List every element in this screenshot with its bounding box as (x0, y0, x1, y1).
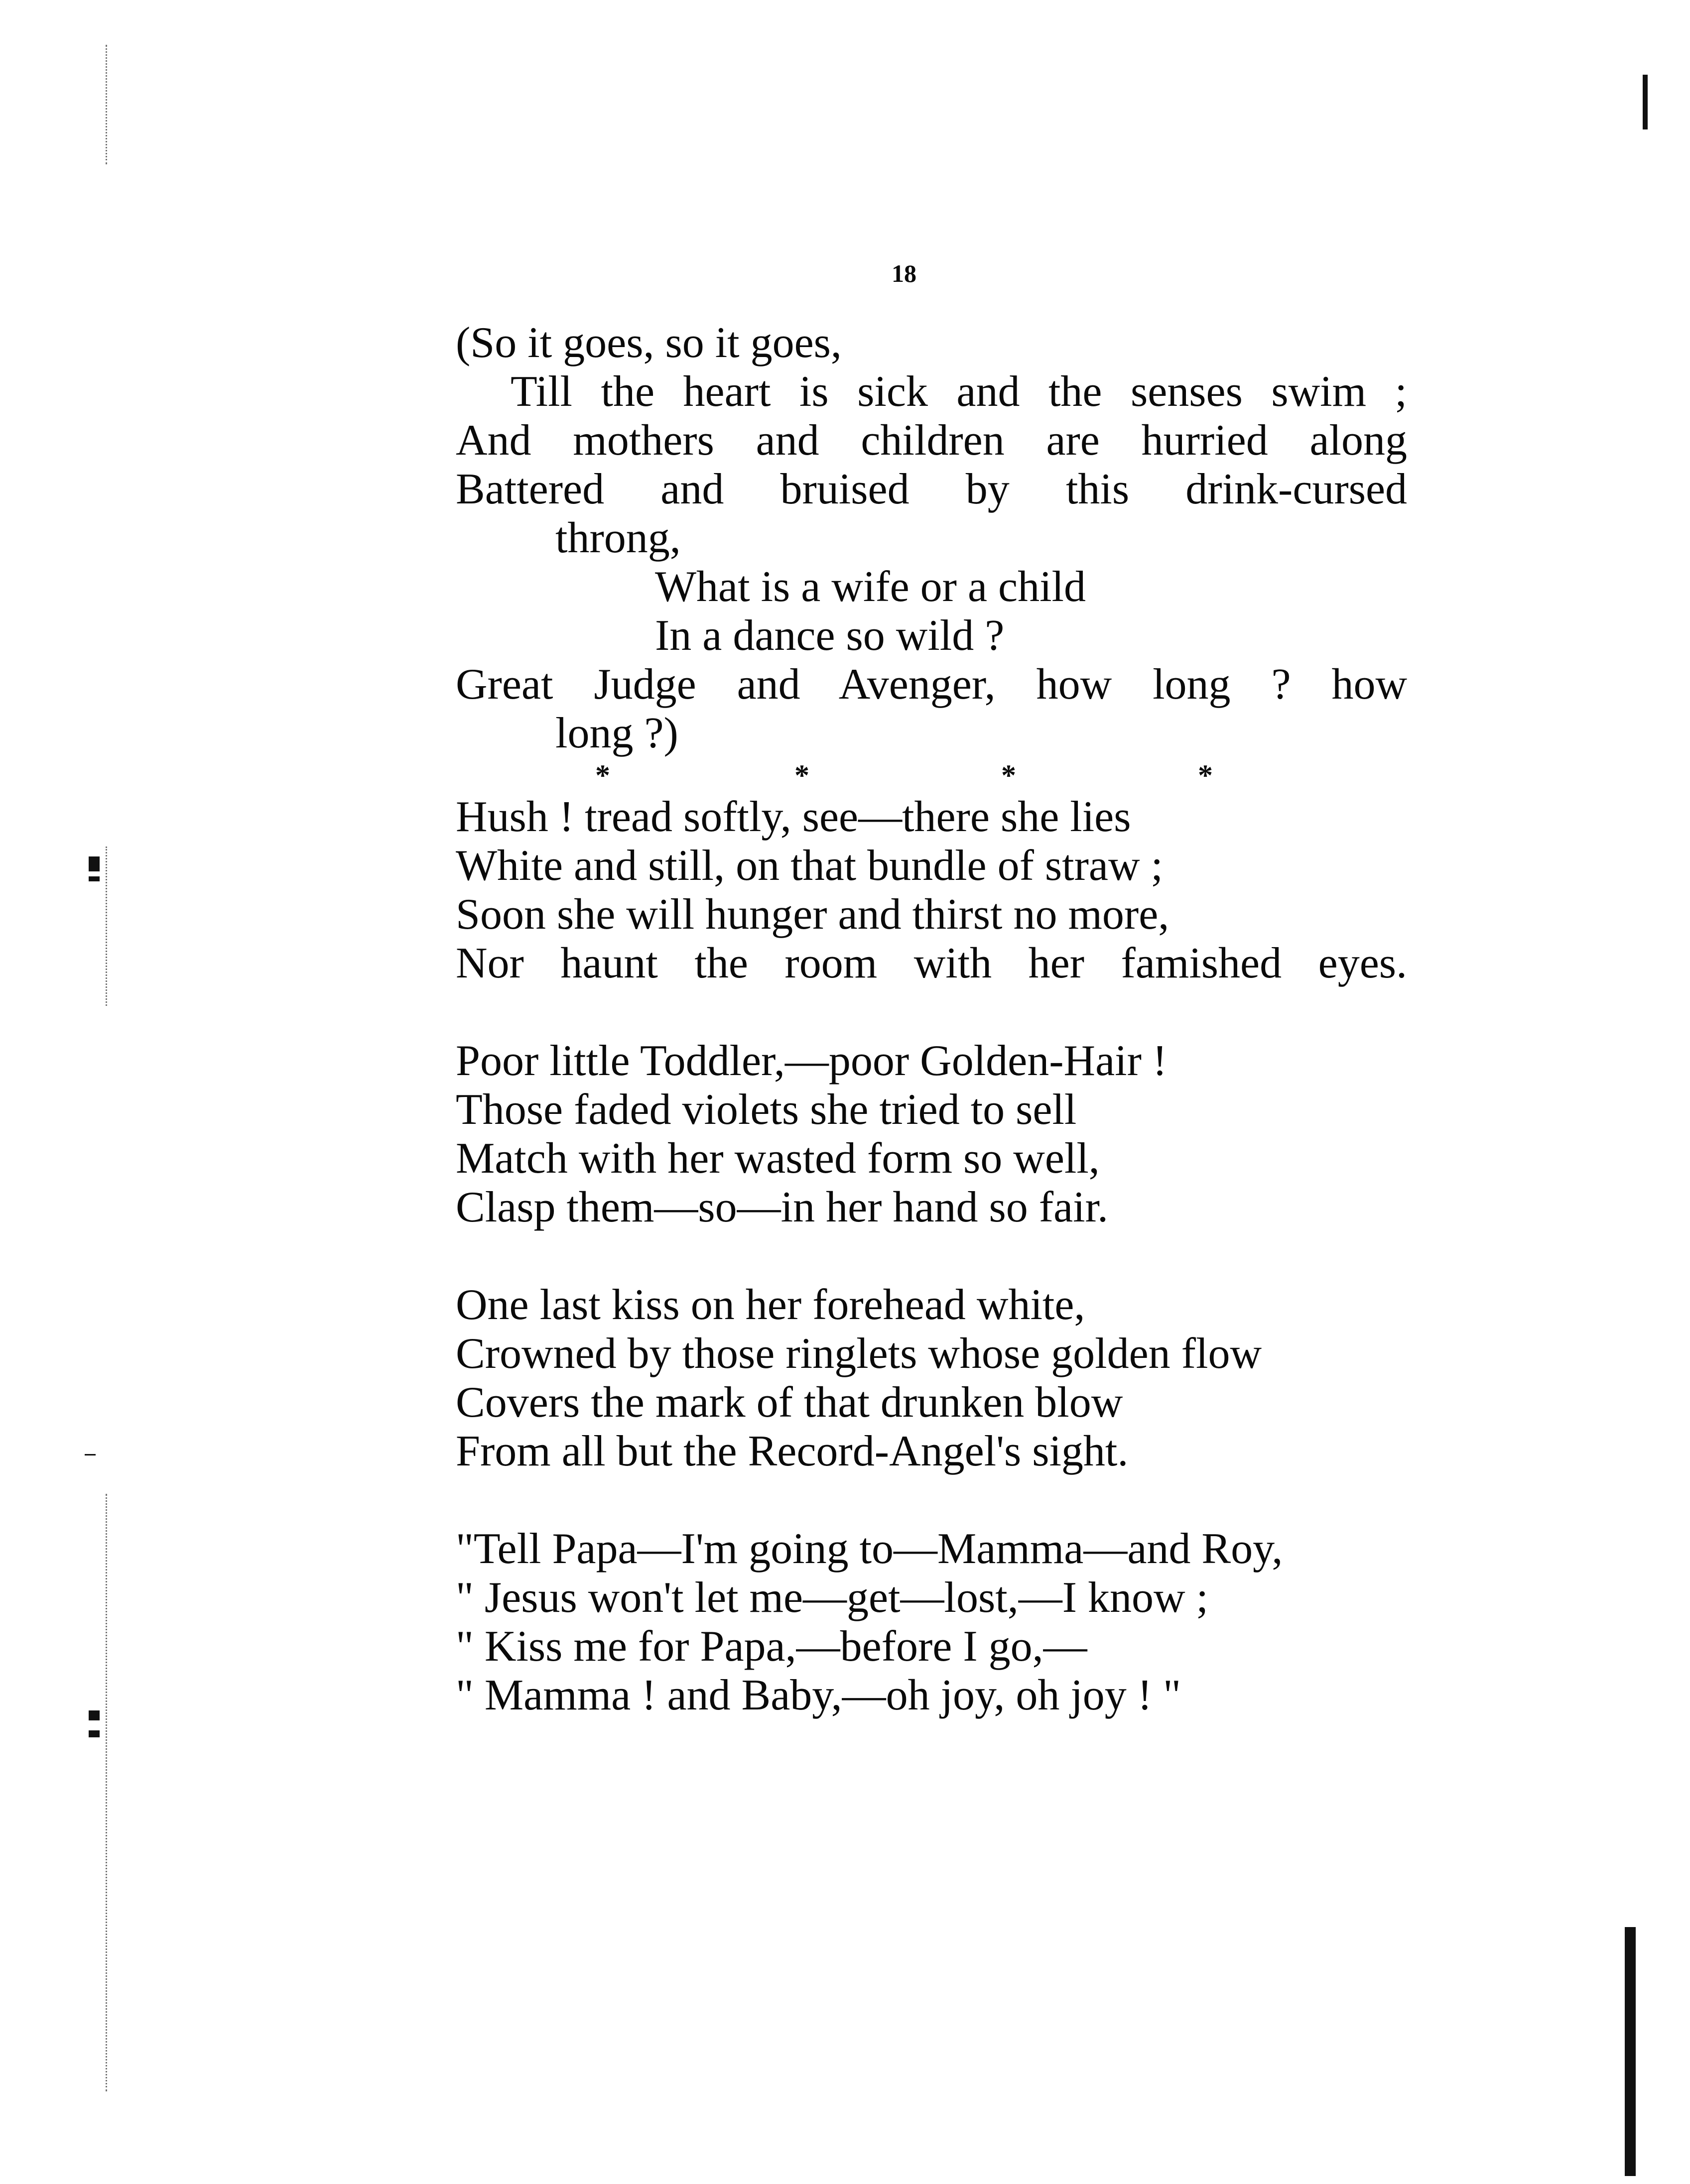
asterisk: * (794, 759, 809, 792)
stanza-gap (456, 988, 1407, 1037)
left-margin-dotted-line (106, 1494, 107, 2091)
poem-line: Crowned by those ringlets whose golden flow (456, 1330, 1262, 1378)
left-margin-dotted-line (106, 847, 107, 1006)
left-margin-mark (89, 1710, 100, 1720)
stanza (456, 793, 1407, 988)
poem-line: Till the heart is sick and the senses swim ; (511, 367, 1407, 416)
asterisk: * (1001, 759, 1016, 792)
stanza (456, 319, 1407, 758)
poem-line: " Mamma ! and Baby,—oh joy, oh joy ! " (456, 1671, 1181, 1719)
asterisk: * (595, 759, 610, 792)
poem-line: White and still, on that bundle of straw ; (456, 842, 1163, 890)
right-margin-bar (1625, 1927, 1636, 2176)
left-margin-mark (89, 876, 100, 881)
poem-line: Poor little Toddler,—poor Golden-Hair ! (456, 1037, 1168, 1085)
poem-line: Match with her wasted form so well, (456, 1134, 1100, 1183)
poem-line: Hush ! tread softly, see—there she lies (456, 793, 1131, 841)
left-margin-dotted-line (106, 45, 107, 164)
right-margin-bar (1643, 75, 1648, 129)
poem-line: (So it goes, so it goes, (456, 319, 842, 367)
poem-line: Those faded violets she tried to sell (456, 1086, 1077, 1134)
stanza (456, 1525, 1407, 1720)
poem-line: Covers the mark of that drunken blow (456, 1378, 1123, 1427)
stanza (456, 1281, 1407, 1476)
stanza-gap (456, 1232, 1407, 1281)
poem-line: Clasp them—so—in her hand so fair. (456, 1183, 1109, 1231)
poem-line: From all but the Record-Angel's sight. (456, 1427, 1129, 1475)
poem-line: throng, (555, 514, 681, 562)
stanza-gap (456, 1476, 1407, 1525)
left-margin-mark (89, 1730, 100, 1737)
left-margin-mark (89, 856, 100, 871)
poem-line: Battered and bruised by this drink-cursed (456, 465, 1407, 513)
poem-line: "Tell Papa—I'm going to—Mamma—and Roy, (456, 1525, 1283, 1573)
poem-line: Nor haunt the room with her famished eyes. (456, 939, 1407, 987)
poem-line: In a dance so wild ? (655, 611, 1005, 660)
poem-line: Soon she will hunger and thirst no more, (456, 890, 1170, 939)
left-margin-mark (85, 1454, 96, 1456)
poem-line: One last kiss on her forehead white, (456, 1281, 1085, 1329)
poem-line: " Jesus won't let me—get—lost,—I know ; (456, 1574, 1208, 1622)
poem-line: long ?) (555, 709, 678, 757)
asterisk: * (1198, 759, 1213, 792)
page-number: 18 (892, 259, 916, 287)
poem-line: Great Judge and Avenger, how long ? how (456, 660, 1407, 709)
stanza (456, 1037, 1407, 1232)
poem-line: What is a wife or a child (655, 563, 1086, 611)
poem-line: " Kiss me for Papa,—before I go,— (456, 1622, 1087, 1671)
section-separator (456, 758, 1407, 793)
poem-line: And mothers and children are hurried along (456, 416, 1407, 465)
poem (456, 319, 1407, 1720)
